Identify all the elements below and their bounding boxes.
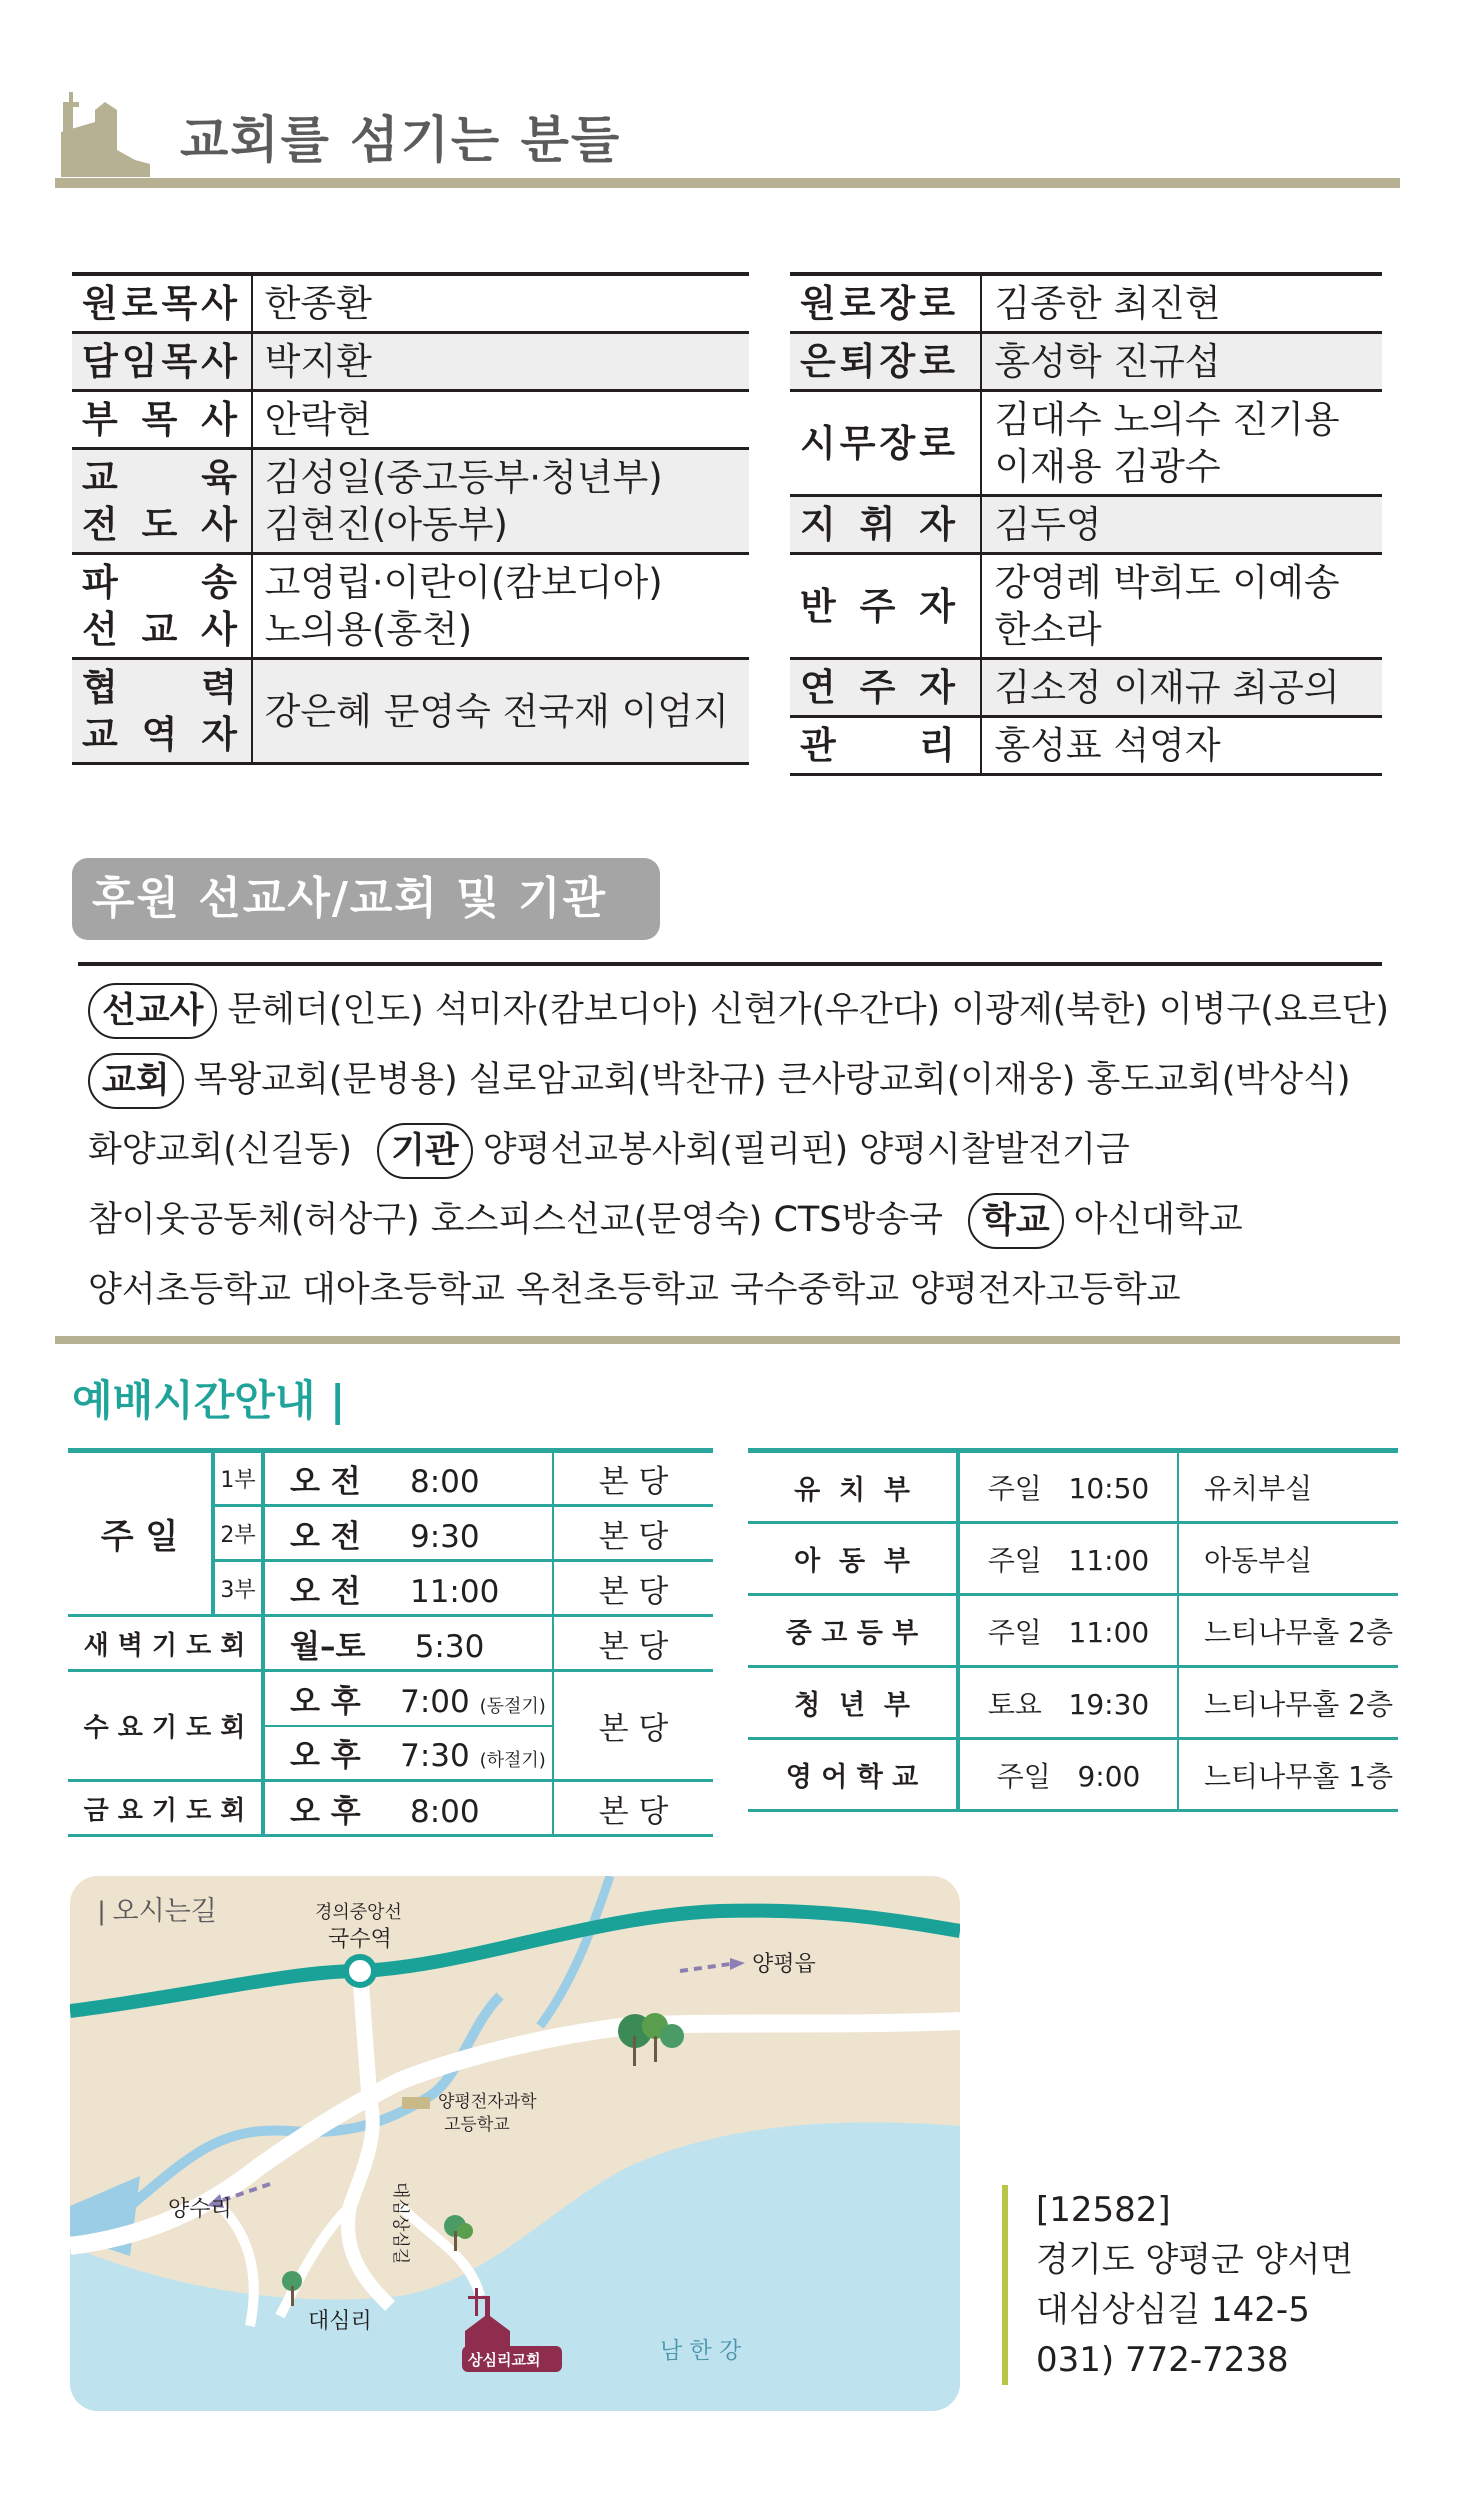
staff-row <box>72 659 749 764</box>
school-marker <box>402 2097 430 2109</box>
department-name: 아 동 부 <box>748 1523 958 1595</box>
table-row <box>748 1451 1398 1523</box>
table-row <box>68 1781 713 1836</box>
school-label-2: 고등학교 <box>444 2115 510 2135</box>
table-row <box>748 1667 1398 1739</box>
river-label: 남 한 강 <box>660 2338 742 2364</box>
postal-code: [12582] <box>1036 2190 1171 2230</box>
staff-names: 김소정 이재규 최공의 <box>994 666 1340 709</box>
staff-row <box>72 449 749 554</box>
org-names: 양평선교봉사회(필리핀) 양평시찰발전기금 <box>482 1130 1130 1170</box>
staff-names: 김두영 <box>994 503 1102 546</box>
org-badge: 기관 <box>377 1123 473 1179</box>
staff-names: 고영립·이란이(캄보디아) 노의용(홍천) <box>264 561 663 651</box>
staff-row <box>790 391 1382 496</box>
staff-names: 홍성표 석영자 <box>994 724 1221 767</box>
staff-row <box>72 333 749 391</box>
station-label: 국수역 <box>328 1927 392 1952</box>
service-place: 본 당 <box>553 1506 713 1561</box>
table-row <box>68 1671 713 1726</box>
table-row <box>68 1616 713 1671</box>
staff-row <box>790 554 1382 659</box>
service-time: 오 전 11:00 <box>263 1561 553 1616</box>
staff-role: 시 무 장 로 <box>790 391 981 496</box>
service-time: 오 전 9:30 <box>263 1506 553 1561</box>
school-names-2: 양서초등학교 대아초등학교 옥천초등학교 국수중학교 양평전자고등학교 <box>88 1270 1181 1310</box>
church-badge: 교회 <box>88 1053 184 1109</box>
daesim-label: 대심리 <box>308 2309 372 2334</box>
department-place: 느티나무홀 2층 <box>1178 1595 1398 1667</box>
staff-names: 김성일(중고등부·청년부) 김현진(아동부) <box>264 456 663 546</box>
department-name: 유 치 부 <box>748 1451 958 1523</box>
location-map <box>70 1876 960 2411</box>
address-line-2: 대심상심길 142-5 <box>1036 2290 1310 2330</box>
staff-role: 파 송 선 교 사 <box>72 554 252 659</box>
staff-role: 반 주 자 <box>790 554 981 659</box>
part-label: 1부 <box>213 1451 263 1506</box>
staff-role: 협 력 교 역 자 <box>72 659 252 764</box>
school-label-1: 양평전자과학 <box>438 2092 537 2112</box>
table-row <box>748 1595 1398 1667</box>
yangsu-label: 양수리 <box>168 2197 232 2222</box>
staff-role: 연 주 자 <box>790 659 981 717</box>
department-time: 주일 11:00 <box>958 1523 1178 1595</box>
staff-role: 관 리 <box>790 717 981 775</box>
phone-number: 031) 772-7238 <box>1036 2340 1289 2380</box>
org-names-2: 참이웃공동체(허상구) 호스피스선교(문영숙) CTS방송국 <box>88 1200 943 1240</box>
department-time: 주일 9:00 <box>958 1739 1178 1811</box>
wednesday-label: 수 요 기 도 회 <box>68 1671 263 1781</box>
table-row <box>748 1523 1398 1595</box>
service-time: 오 후 7:00 (동절기) <box>263 1671 553 1726</box>
staff-role: 교 육 전 도 사 <box>72 449 252 554</box>
worship-title: 예배시간안내 | <box>72 1376 346 1425</box>
staff-names: 박지환 <box>264 340 372 383</box>
support-title: 후원 선교사/교회 및 기관 <box>72 858 660 940</box>
staff-row <box>790 274 1382 333</box>
department-place: 아동부실 <box>1178 1523 1398 1595</box>
header-divider <box>55 178 1400 188</box>
staff-role: 원 로 목 사 <box>72 274 252 333</box>
department-time: 토요 19:30 <box>958 1667 1178 1739</box>
service-place: 본 당 <box>553 1781 713 1836</box>
service-place: 본 당 <box>553 1451 713 1506</box>
department-place: 느티나무홀 2층 <box>1178 1667 1398 1739</box>
department-name: 영 어 학 교 <box>748 1739 958 1811</box>
worship-table <box>68 1448 713 1837</box>
section-header <box>55 72 1400 190</box>
missionary-badge: 선교사 <box>88 983 217 1039</box>
map-title: | 오시는길 <box>98 1896 217 1926</box>
department-name: 중 고 등 부 <box>748 1595 958 1667</box>
school-names: 아신대학교 <box>1073 1200 1243 1240</box>
staff-row <box>790 717 1382 775</box>
sunday-label: 주 일 <box>68 1451 213 1616</box>
staff-role: 지 휘 자 <box>790 496 981 554</box>
church-label: 상심리교회 <box>468 2351 541 2369</box>
church-icon <box>55 72 150 177</box>
staff-names: 김대수 노의수 진기용 이재용 김광수 <box>994 398 1340 488</box>
staff-names: 한종환 <box>264 282 372 325</box>
church-names-2: 화양교회(신길동) <box>88 1130 352 1170</box>
department-table <box>748 1448 1398 1812</box>
service-time: 오 후 8:00 <box>263 1781 553 1836</box>
staff-row <box>72 391 749 449</box>
address-line-1: 경기도 양평군 양서면 <box>1036 2240 1354 2280</box>
staff-names: 김종한 최진현 <box>994 282 1221 325</box>
staff-names: 홍성학 진규섭 <box>994 340 1221 383</box>
staff-table-left <box>72 272 749 765</box>
rail-line-label: 경의중앙선 <box>315 1902 402 1923</box>
dawn-label: 새 벽 기 도 회 <box>68 1616 263 1671</box>
town-label: 양평읍 <box>752 1952 816 1977</box>
school-badge: 학교 <box>968 1193 1064 1249</box>
service-time: 월–토 5:30 <box>263 1616 553 1671</box>
support-list <box>88 975 1398 1325</box>
department-place: 느티나무홀 1층 <box>1178 1739 1398 1811</box>
department-time: 주일 10:50 <box>958 1451 1178 1523</box>
friday-label: 금 요 기 도 회 <box>68 1781 263 1836</box>
table-row <box>748 1739 1398 1811</box>
staff-row <box>72 274 749 333</box>
staff-row <box>790 333 1382 391</box>
department-place: 유치부실 <box>1178 1451 1398 1523</box>
staff-role: 담 임 목 사 <box>72 333 252 391</box>
staff-names: 강영례 박희도 이예송 한소라 <box>994 561 1340 651</box>
service-place: 본 당 <box>553 1671 713 1781</box>
service-time: 오 전 8:00 <box>263 1451 553 1506</box>
support-bottom-divider <box>55 1336 1400 1344</box>
support-divider <box>78 962 1382 966</box>
staff-role: 은 퇴 장 로 <box>790 333 981 391</box>
missionary-names: 문헤더(인도) 석미자(캄보디아) 신현가(우간다) 이광제(북한) 이병구(요르단) <box>227 990 1389 1030</box>
staff-row <box>72 554 749 659</box>
staff-row <box>790 659 1382 717</box>
service-time: 오 후 7:30 (하절기) <box>263 1726 553 1781</box>
church-names: 목왕교회(문병용) 실로암교회(박찬규) 큰사랑교회(이재웅) 홍도교회(박상식) <box>193 1060 1351 1100</box>
page-title: 교회를 섬기는 분들 <box>180 111 622 169</box>
map-svg <box>70 1876 960 2411</box>
address-block <box>1002 2185 1353 2385</box>
staff-row <box>790 496 1382 554</box>
station-marker <box>346 1957 374 1985</box>
service-place: 본 당 <box>553 1561 713 1616</box>
department-time: 주일 11:00 <box>958 1595 1178 1667</box>
staff-names: 안락현 <box>264 398 372 441</box>
staff-role: 부 목 사 <box>72 391 252 449</box>
road-label: 대심상심길 <box>390 2182 410 2265</box>
table-row <box>68 1451 713 1506</box>
part-label: 2부 <box>213 1506 263 1561</box>
staff-role: 원 로 장 로 <box>790 274 981 333</box>
staff-names: 강은혜 문영숙 전국재 이엄지 <box>264 689 729 733</box>
staff-table-right <box>790 272 1382 776</box>
service-place: 본 당 <box>553 1616 713 1671</box>
department-name: 청 년 부 <box>748 1667 958 1739</box>
part-label: 3부 <box>213 1561 263 1616</box>
